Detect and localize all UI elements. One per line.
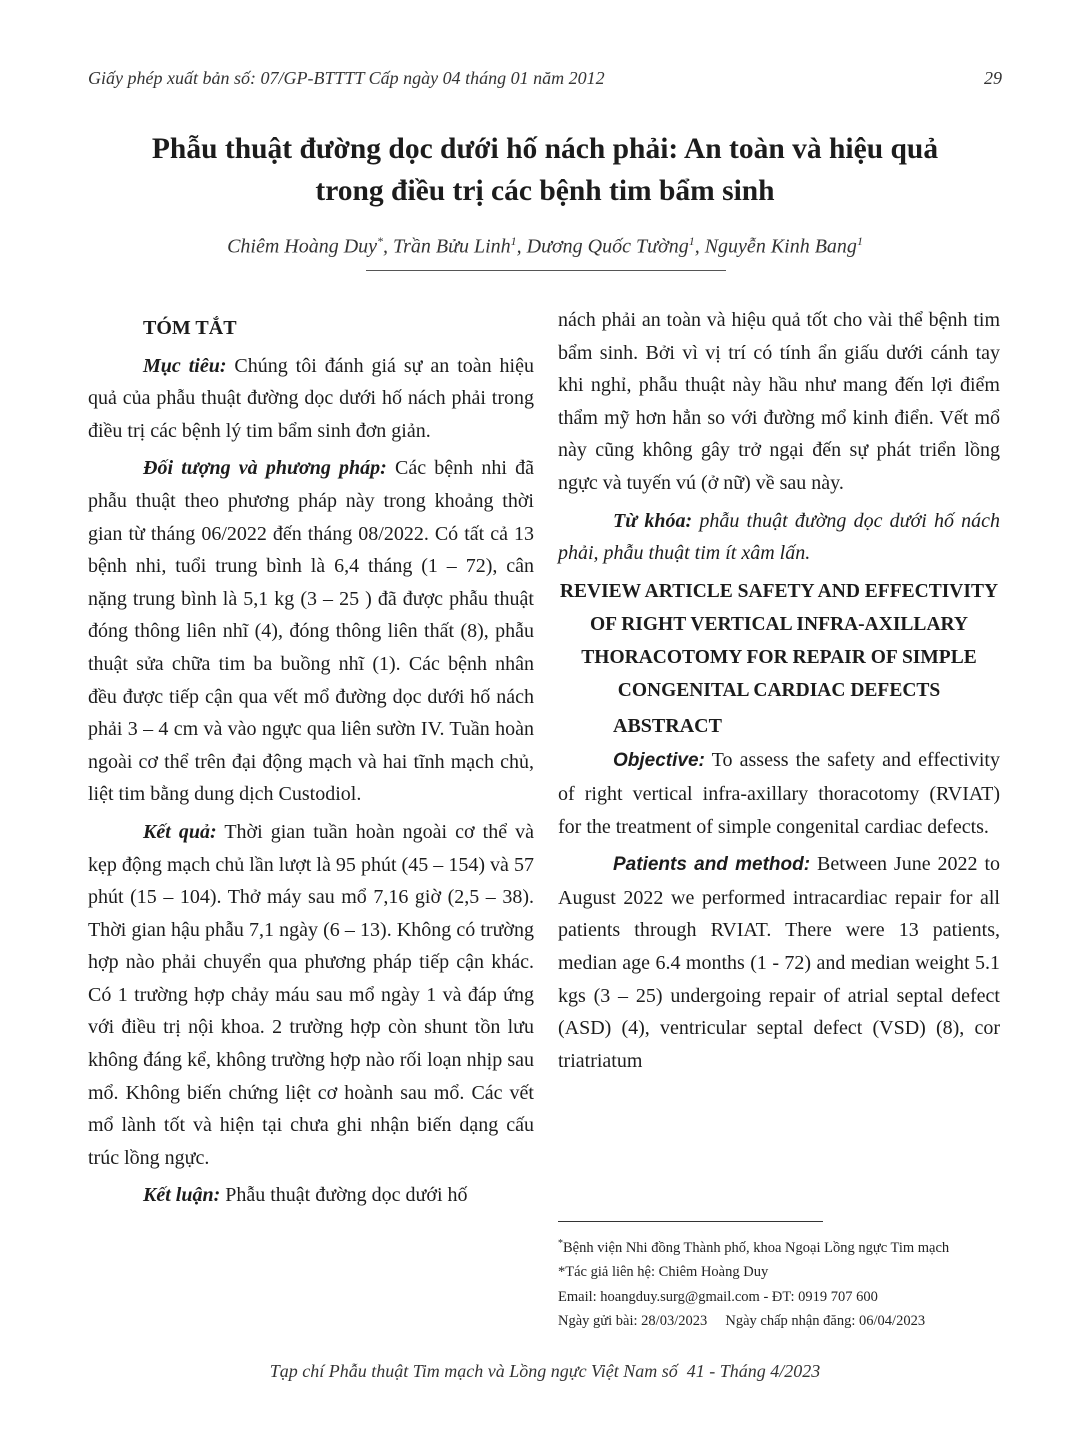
affiliation-note bbox=[558, 1232, 1008, 1260]
objective-label: Mục tiêu: bbox=[143, 354, 227, 377]
affiliation-mark: * bbox=[558, 1238, 563, 1249]
keywords-text: phẫu thuật đường dọc dưới hố nách phải, phẫu thuật tim ít xâm lấn. bbox=[558, 509, 1001, 565]
summary-heading: TÓM TẮT bbox=[143, 317, 237, 339]
en-methods-text: Between June 2022 to August 2022 we performed intracardiac repair for all patients through RVIAT. There were 13 patients, median age 6.4 months (1 - 72) and median weight 5.1 kgs (3 – 25) undergoing repair of atrial septal defect (ASD) (4), ventricular septal defect (VSD) (8), cor triatriatum bbox=[558, 853, 1000, 1072]
page-number: 29 bbox=[984, 68, 1002, 88]
en-objective-label: Objective: bbox=[613, 750, 705, 772]
right-column bbox=[558, 304, 1000, 1082]
corresponding-author: *Tác giả liên hệ: Chiêm Hoàng Duy bbox=[558, 1264, 769, 1281]
conclusion-continued: nách phải an toàn và hiệu quả tốt cho vài thể bệnh tim bẩm sinh. Bởi vì vị trí có tính ẩn giấu dưới cánh tay khi nghỉ, phẫu thuật này hầu như mang đến lợi điểm thẩm mỹ hơn hẳn so với đường mổ kinh điển. Vết mổ này cũng không gây trở ngại đến sự phát triển lồng ngực và tuyến vú (ở nữ) về sau này. bbox=[558, 309, 1000, 494]
keywords-label: Từ khóa: bbox=[613, 509, 693, 532]
english-title: REVIEW ARTICLE SAFETY AND EFFECTIVITY OF RIGHT VERTICAL INFRA-AXILLARY THORACOTOMY FOR REPAIR OF SIMPLE CONGENITAL CARDIAC DEFECTS bbox=[559, 580, 999, 701]
author-2: , Trần Bửu Linh bbox=[383, 235, 511, 258]
author-list bbox=[60, 234, 1030, 259]
conclusion-paragraph bbox=[88, 1179, 534, 1212]
methods-label: Đối tượng và phương pháp: bbox=[143, 457, 387, 480]
author-4: , Nguyễn Kinh Bang bbox=[694, 235, 857, 258]
footnotes bbox=[558, 1232, 1008, 1334]
journal-footer: Tạp chí Phẫu thuật Tim mạch và Lồng ngực Việt Nam số 41 - Tháng 4/2023 bbox=[269, 1361, 821, 1381]
conclusion-text-1: Phẫu thuật đường dọc dưới hố bbox=[220, 1184, 468, 1207]
en-objective-paragraph bbox=[558, 744, 1000, 843]
methods-paragraph bbox=[88, 452, 534, 811]
title-line-2: trong điều trị các bệnh tim bẩm sinh bbox=[315, 175, 775, 207]
title-line-1: Phẫu thuật đường dọc dưới hố nách phải: An toàn và hiệu quả bbox=[151, 133, 939, 165]
author-4-mark: 1 bbox=[856, 234, 863, 248]
results-label: Kết quả: bbox=[143, 820, 217, 843]
results-text: Thời gian tuần hoàn ngoài cơ thể và kẹp động mạch chủ lần lượt là 95 phút (45 – 154) và 57 phút (15 – 104). Thở máy sau mổ 7,16 giờ (2,5 – 38). Thời gian hậu phẫu 7,1 ngày (6 – 13). Không có trường hợp nào phải chuyển qua phương pháp tiếp cận khác. Có 1 trường hợp chảy máu sau mổ ngày 1 và đáp ứng với điều trị nội khoa. 2 trường hợp còn shunt tồn lưu không đáng kể, không trường hợp nào rối loạn nhịp sau mổ. Không biến chứng liệt cơ hoành sau mổ. Các vết mổ lành tốt và hiện tại chưa ghi nhận biến dạng cấu trúc lồng ngực. bbox=[88, 820, 534, 1169]
en-objective-text: To assess the safety and effectivity of right vertical infra-axillary thoracotomy (RVIAT) for the treatment of simple congenital cardiac defects. bbox=[558, 749, 1000, 838]
article-title bbox=[60, 128, 1030, 212]
en-methods-paragraph bbox=[558, 848, 1000, 1077]
authors-divider bbox=[366, 270, 726, 271]
author-3: , Dương Quốc Tường bbox=[516, 235, 689, 258]
abstract-heading: ABSTRACT bbox=[613, 714, 722, 737]
author-1: Chiêm Hoàng Duy bbox=[227, 235, 378, 258]
keywords-paragraph bbox=[558, 505, 1000, 570]
author-1-mark: * bbox=[377, 234, 384, 248]
author-2-mark: 1 bbox=[510, 234, 517, 248]
objective-text: Chúng tôi đánh giá sự an toàn hiệu quả của phẫu thuật đường dọc dưới hố nách phải trong điều trị các bệnh lý tim bẩm sinh đơn giản. bbox=[88, 354, 534, 442]
author-3-mark: 1 bbox=[688, 234, 695, 248]
conclusion-label: Kết luận: bbox=[143, 1184, 221, 1207]
methods-text: Các bệnh nhi đã phẫu thuật theo phương pháp này trong khoảng thời gian từ tháng 06/2022 đến tháng 08/2022. Có tất cả 13 bệnh nhi, tuổi trung bình là 6,4 tháng (1 – 72), cân nặng trung bình là 5,1 kg (3 – 25 ) đã được phẫu thuật đóng thông liên nhĩ (4), đóng thông liên thất (8), phẫu thuật sửa chữa tim ba buồng nhĩ (1). Các bệnh nhân đều được tiếp cận qua vết mổ đường dọc dưới hố nách phải 3 – 4 cm và vào ngực qua liên sườn IV. Tuần hoàn ngoài cơ thể trên đại động mạch và hai tĩnh mạch chủ, liệt tim bằng dung dịch Custodiol. bbox=[88, 457, 535, 806]
license-text: Giấy phép xuất bản số: 07/GP-BTTTT Cấp ngày 04 tháng 01 năm 2012 bbox=[88, 68, 605, 88]
contact-info: Email: hoangduy.surg@gmail.com - ĐT: 0919 707 600 bbox=[558, 1288, 878, 1305]
running-header bbox=[88, 68, 1002, 89]
left-column bbox=[88, 312, 534, 1217]
affiliation-text: Bệnh viện Nhi đồng Thành phố, khoa Ngoại Lồng ngực Tim mạch bbox=[563, 1239, 950, 1256]
submission-dates: Ngày gửi bài: 28/03/2023 Ngày chấp nhận đăng: 06/04/2023 bbox=[558, 1313, 926, 1330]
footnote-divider bbox=[558, 1221, 823, 1222]
en-methods-label: Patients and method: bbox=[613, 854, 811, 876]
results-paragraph bbox=[88, 816, 534, 1175]
objective-paragraph bbox=[88, 350, 534, 448]
